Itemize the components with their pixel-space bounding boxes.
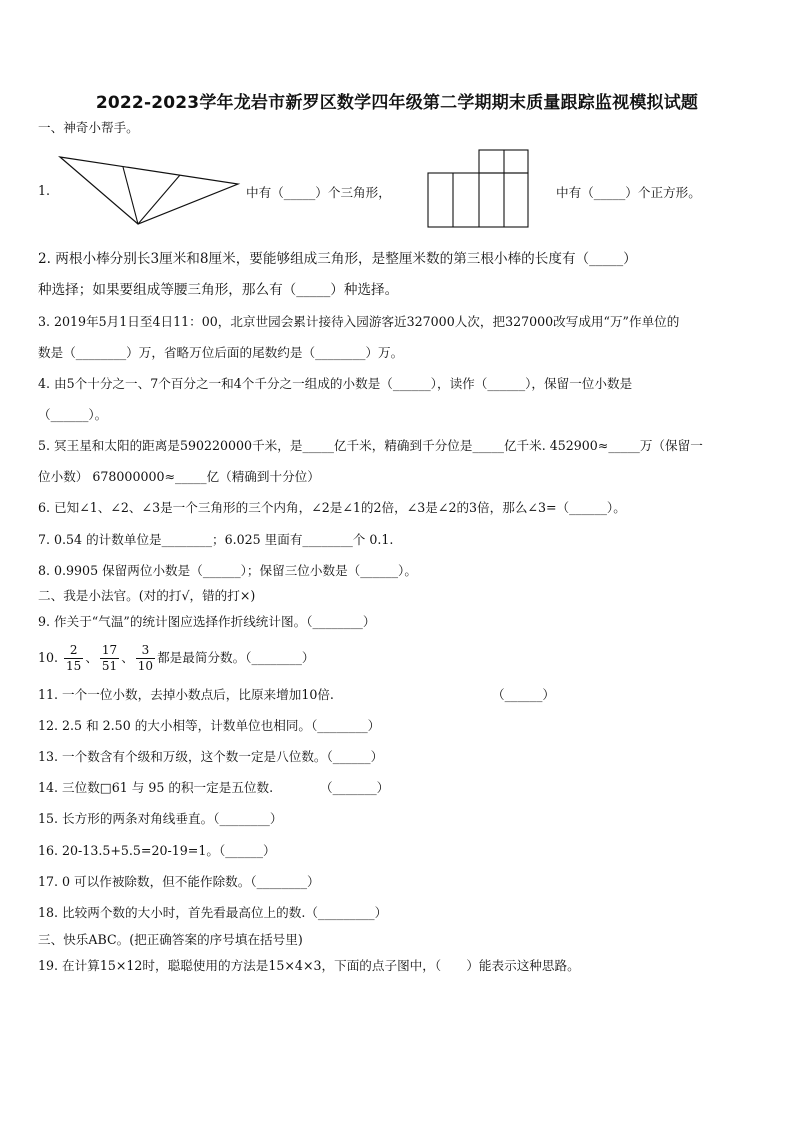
question-5-line-1: 5. 冥王星和太阳的距离是590220000千米，是_____亿千米，精确到千分位是_____亿千米. 452900≈_____万（保留一: [38, 438, 703, 453]
question-12: 12. 2.5 和 2.50 的大小相等，计数单位也相同。（________）: [38, 718, 381, 733]
question-11: [38, 686, 760, 704]
question-4-line-2: （______）。: [38, 407, 108, 422]
question-18: 18. 比较两个数的大小时，首先看最高位上的数.（_________）: [38, 905, 388, 920]
question-3-line-1: 3. 2019年5月1日至4日11：00，北京世园会累计接待入园游客近327000人次，把327000改写成用“万”作单位的: [38, 314, 680, 329]
page-title: 2022-2023学年龙岩市新罗区数学四年级第二学期期末质量跟踪监视模拟试题: [95, 93, 699, 113]
question-1-text-a: 中有（_____）个三角形，: [246, 185, 391, 200]
question-10-number: 10.: [38, 650, 59, 665]
fraction-separator: 、: [85, 650, 98, 665]
section-2-heading: 二、我是小法官。(对的打√，错的打×): [38, 588, 256, 603]
question-14-text: 14. 三位数□61 与 95 的积一定是五位数.: [38, 780, 274, 795]
question-19: 19. 在计算15×12时，聪聪使用的方法是15×4×3，下面的点子图中，（ ）能表示这种思路。: [38, 958, 580, 973]
question-16: 16. 20-13.5+5.5=20-19=1。（______）: [38, 843, 276, 858]
question-2-line-2: 种选择；如果要组成等腰三角形，那么有（_____）种选择。: [38, 282, 399, 298]
question-9: 9. 作关于“气温”的统计图应选择作折线统计图。（________）: [38, 614, 376, 629]
question-14-answer-paren: （_______）: [320, 780, 390, 795]
fraction-17-51: $\frac{17}{51}$: [101, 643, 118, 673]
question-7: 7. 0.54 的计数单位是________；6.025 里面有________个 0.1.: [38, 532, 394, 547]
fraction-separator: 、: [121, 650, 134, 665]
question-2-line-1: 2. 两根小棒分别长3厘米和8厘米，要能够组成三角形，是整厘米数的第三根小棒的长度有（_____）: [38, 251, 637, 267]
question-15: 15. 长方形的两条对角线垂直。（________）: [38, 811, 283, 826]
question-14: [38, 779, 760, 797]
question-1-number: 1.: [38, 183, 51, 198]
question-8: 8. 0.9905 保留两位小数是（______）；保留三位小数是（______）。: [38, 563, 417, 578]
question-10: [38, 640, 760, 676]
section-1-heading: 一、神奇小帮手。: [38, 120, 139, 135]
fraction-3-10: $\frac{3}{10}$: [137, 643, 154, 673]
question-13: 13. 一个数含有个级和万级，这个数一定是八位数。（______）: [38, 749, 384, 764]
question-17: 17. 0 可以作被除数，但不能作除数。（________）: [38, 874, 320, 889]
question-3-line-2: 数是（________）万，省略万位后面的尾数约是（________）万。: [38, 345, 404, 360]
triangle-figure: [56, 152, 246, 228]
question-1-text-b: 中有（_____）个正方形。: [556, 185, 701, 200]
question-11-text: 11. 一个一位小数，去掉小数点后，比原来增加10倍.: [38, 687, 334, 702]
question-11-answer-paren: （______）: [492, 687, 555, 702]
question-4-line-1: 4. 由5个十分之一、7个百分之一和4个千分之一组成的小数是（______），读作（______），保留一位小数是: [38, 376, 633, 391]
question-6: 6. 已知∠1、∠2、∠3是一个三角形的三个内角，∠2是∠1的2倍，∠3是∠2的3倍，那么∠3=（______）。: [38, 500, 626, 515]
fraction-2-15: $\frac{2}{15}$: [66, 643, 82, 673]
squares-figure: [426, 149, 530, 229]
question-10-tail: 都是最简分数。（________）: [157, 650, 315, 665]
question-5-line-2: 位小数） 678000000≈_____亿（精确到十分位）: [38, 469, 320, 484]
section-3-heading: 三、快乐ABC。(把正确答案的序号填在括号里): [38, 932, 303, 947]
